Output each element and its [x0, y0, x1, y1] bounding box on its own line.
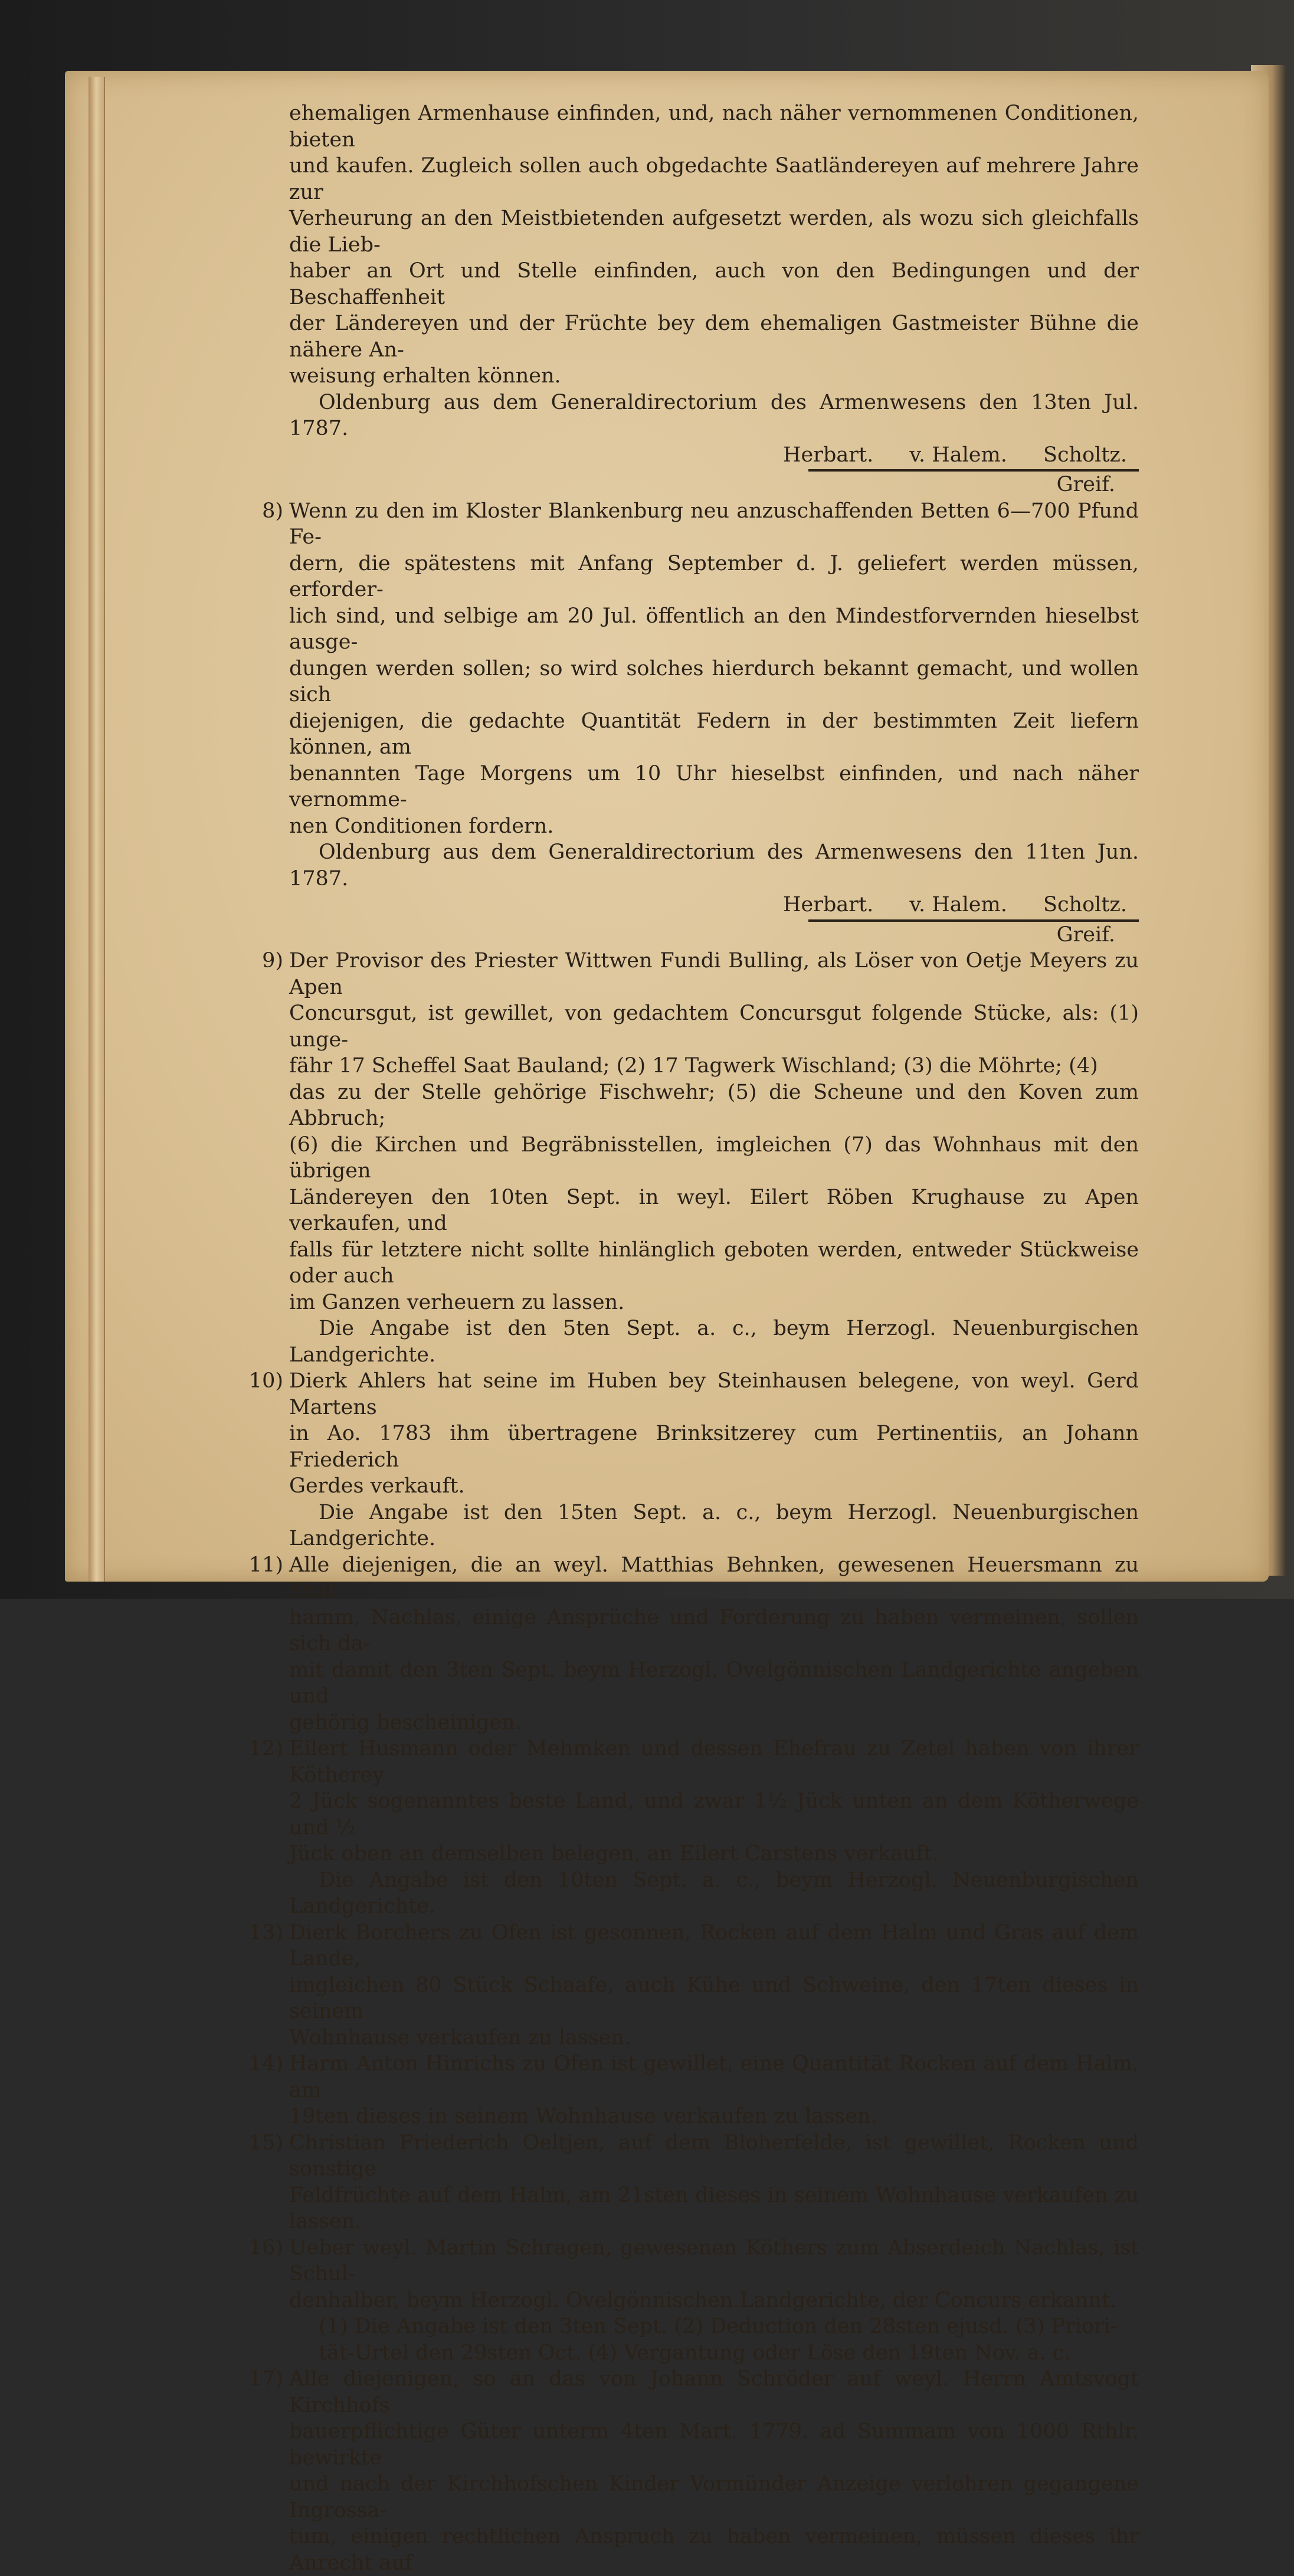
text-line: Jück oben an demselben belegen, an Eilert Carstens verkauft.	[289, 1842, 939, 1865]
text-line: Ueber weyl. Martin Schragen, gewesenen Köthers zum Abserdeich Nachlas, ist Schul-	[289, 2235, 1139, 2286]
entry-number: 12)	[248, 1737, 283, 1760]
text-line: diejenigen, die gedachte Quantität Federn in der bestimmten Zeit liefern können, am	[289, 709, 1139, 759]
text-line: fähr 17 Scheffel Saat Bauland; (2) 17 Tagwerk Wischland; (3) die Möhrte; (4)	[289, 1054, 1098, 1078]
text-line: Christian Friederich Oeltjen, auf dem Bloherfelde, ist gewillet, Rocken und sonstige	[289, 2130, 1139, 2181]
entry-16	[248, 2235, 1139, 2366]
text-line: hamm, Nachlas, einige Ansprüche und Forderung zu haben vermeinen, sollen sich da-	[289, 1605, 1139, 1655]
text-line: Dierk Borchers zu Ofen ist gesonnen, Rocken auf dem Halm und Gras auf dem Lande,	[289, 1920, 1139, 1971]
signature: Herbart.	[783, 893, 874, 917]
entry-17	[248, 2366, 1139, 2576]
text-line: bauerpflichtige Güter unterm 4ten Mart. 1779. ad Summam von 1000 Rthlr. bewirkte	[289, 2420, 1139, 2470]
entry-note: Die Angabe ist den 5ten Sept. a. c., beym Herzogl. Neuenburgischen Landgerichte.	[289, 1317, 1139, 1367]
text-line: Feldfrüchte auf dem Halm, am 21sten dieses in seinem Wohnhause verkaufen zu lassen.	[289, 2183, 1139, 2233]
text-line: (6) die Kirchen und Begräbnisstellen, imgleichen (7) das Wohnhaus mit den übrigen	[289, 1132, 1139, 1183]
entry-12	[248, 1736, 1139, 1920]
entry-number: 11)	[248, 1553, 283, 1577]
entry-9	[262, 948, 1139, 1368]
signature-extra: Greif.	[1056, 922, 1115, 947]
text-line: Wohnhause verkaufen zu lassen.	[289, 2025, 631, 2050]
signature: Scholtz.	[1043, 443, 1127, 467]
text-line: tum, einigen rechtlichen Anspruch zu haben vermeinen, müssen dieses ihr Anrecht auf	[289, 2525, 1139, 2575]
entry-number: 8)	[262, 499, 283, 523]
signature: v. Halem.	[909, 893, 1007, 917]
text-line: weisung erhalten können.	[289, 364, 561, 388]
signatures	[289, 892, 1139, 918]
text-line: imgleichen 80 Stück Schaafe, auch Kühe und Schweine, den 17ten dieses in seinem	[289, 1973, 1139, 2023]
entry-number: 17)	[248, 2367, 283, 2391]
text-line: und kaufen. Zugleich sollen auch obgedachte Saatländereyen auf mehrere Jahre zur	[289, 154, 1139, 204]
text-line: im Ganzen verheuern zu lassen.	[289, 1290, 625, 1314]
dateline: Oldenburg aus dem Generaldirectorium des Armenwesens den 11ten Jun. 1787.	[289, 840, 1139, 891]
entry-13	[248, 1920, 1139, 2051]
page-gutter	[89, 77, 105, 1582]
text-line: 19ten dieses in seinem Wohnhause verkaufen zu lassen.	[289, 2104, 877, 2128]
signature-extra: Greif.	[1056, 473, 1115, 496]
text-line: 2 Jück sogenanntes beste Land, und zwar 1½ Jück unten an dem Kötherwege und ½	[289, 1789, 1139, 1839]
page-text	[248, 100, 1139, 2576]
entry-11	[248, 1552, 1139, 1736]
text-line: Dierk Ahlers hat seine im Huben bey Steinhausen belegene, von weyl. Gerd Martens	[289, 1369, 1139, 1419]
entry-number: 16)	[248, 2235, 283, 2260]
entry-number: 13)	[248, 1920, 283, 1945]
text-line: Gerdes verkauft.	[289, 1474, 465, 1498]
text-line: haber an Ort und Stelle einfinden, auch von den Bedingungen und der Beschaffenheit	[289, 259, 1139, 309]
text-line: ehemaligen Armenhause einfinden, und, nach näher vernommenen Conditionen, bieten	[289, 102, 1139, 152]
entry-note: Die Angabe ist den 15ten Sept. a. c., beym Herzogl. Neuenburgischen Landgerichte.	[289, 1500, 1139, 1550]
text-line: Alle diejenigen, so an das von Johann Schröder auf weyl. Herrn Amtsvogt Kirchhofs	[289, 2367, 1139, 2417]
text-line: Concursgut, ist gewillet, von gedachtem Concursgut folgende Stücke, als: (1) unge-	[289, 1001, 1139, 1052]
entry-15	[248, 2130, 1139, 2235]
text-line: denhalber, beym Herzogl. Ovelgönnischen Landgerichte, der Concurs erkannt.	[289, 2288, 1117, 2312]
text-line: das zu der Stelle gehörige Fischwehr; (5) die Scheune und den Koven zum Abbruch;	[289, 1080, 1139, 1130]
text-line: lich sind, und selbige am 20 Jul. öffentlich an den Mindestforvernden hieselbst ausge-	[289, 604, 1139, 654]
text-line: Alle diejenigen, die an weyl. Matthias Behnken, gewesenen Heuersmann zu Stoll-	[289, 1553, 1139, 1603]
entry-subnote: tät-Urtel den 29sten Oct. (4) Vergantung oder Löse den 19ten Nov. a. c.	[319, 2341, 1071, 2365]
signature: v. Halem.	[909, 443, 1007, 467]
entry-number: 9)	[262, 949, 283, 973]
text-line: benannten Tage Morgens um 10 Uhr hieselbst einfinden, und nach näher vernomme-	[289, 761, 1139, 811]
dateline: Oldenburg aus dem Generaldirectorium des Armenwesens den 13ten Jul. 1787.	[289, 390, 1139, 440]
text-line: Ländereyen den 10ten Sept. in weyl. Eilert Röben Krughause zu Apen verkaufen, und	[289, 1185, 1139, 1235]
text-line: Harm Anton Hinrichs zu Ofen ist gewillet, eine Quantität Rocken auf dem Halm, am	[289, 2052, 1139, 2102]
text-line: Verheurung an den Meistbietenden aufgesetzt werden, als wozu sich gleichfalls die Lieb-	[289, 207, 1139, 257]
text-line: gehörig bescheinigen.	[289, 1710, 522, 1734]
text-line: nen Conditionen fordern.	[289, 814, 554, 838]
entry-note: Die Angabe ist den 10ten Sept. a. c., beym Herzogl. Neuenburgischen Landgerichte.	[289, 1868, 1139, 1918]
entry-number: 10)	[248, 1369, 283, 1393]
text-line: Eilert Husmann oder Mehmken und dessen Ehefrau zu Zetel haben von ihrer Kötherey	[289, 1737, 1139, 1787]
entry-number: 14)	[248, 2052, 283, 2076]
text-line: Der Provisor des Priester Wittwen Fundi Bulling, als Löser von Oetje Meyers zu Apen	[289, 949, 1139, 999]
text-line: falls für letztere nicht sollte hinlänglich geboten werden, entweder Stückweise oder auch	[289, 1238, 1139, 1288]
text-line: mit damit den 3ten Sept. beym Herzogl. Ovelgönnischen Landgerichte angeben und	[289, 1658, 1139, 1708]
entry-10	[248, 1368, 1139, 1552]
intro-block	[289, 100, 1139, 498]
signatures	[289, 442, 1139, 469]
text-line: in Ao. 1783 ihm übertragene Brinksitzerey cum Pertinentiis, an Johann Friederich	[289, 1422, 1139, 1472]
signature: Herbart.	[783, 443, 874, 467]
text-line: Wenn zu den im Kloster Blankenburg neu anzuschaffenden Betten 6—700 Pfund Fe-	[289, 499, 1139, 549]
text-line: und nach der Kirchhofschen Kinder Vormünder Anzeige verlohren gegangene Ingrossa-	[289, 2472, 1139, 2522]
text-line: dern, die spätestens mit Anfang September d. J. geliefert werden müssen, erforder-	[289, 551, 1139, 601]
text-line: der Ländereyen und der Früchte bey dem ehemaligen Gastmeister Bühne die nähere An-	[289, 312, 1139, 362]
entry-number: 15)	[248, 2130, 283, 2155]
signature: Scholtz.	[1043, 893, 1127, 917]
text-line: dungen werden sollen; so wird solches hierdurch bekannt gemacht, und wollen sich	[289, 656, 1139, 706]
entry-8	[262, 498, 1139, 948]
entry-14	[248, 2051, 1139, 2130]
entry-subnote: (1) Die Angabe ist den 3ten Sept. (2) Deduction den 28sten ejusd. (3) Priori-	[319, 2315, 1118, 2338]
